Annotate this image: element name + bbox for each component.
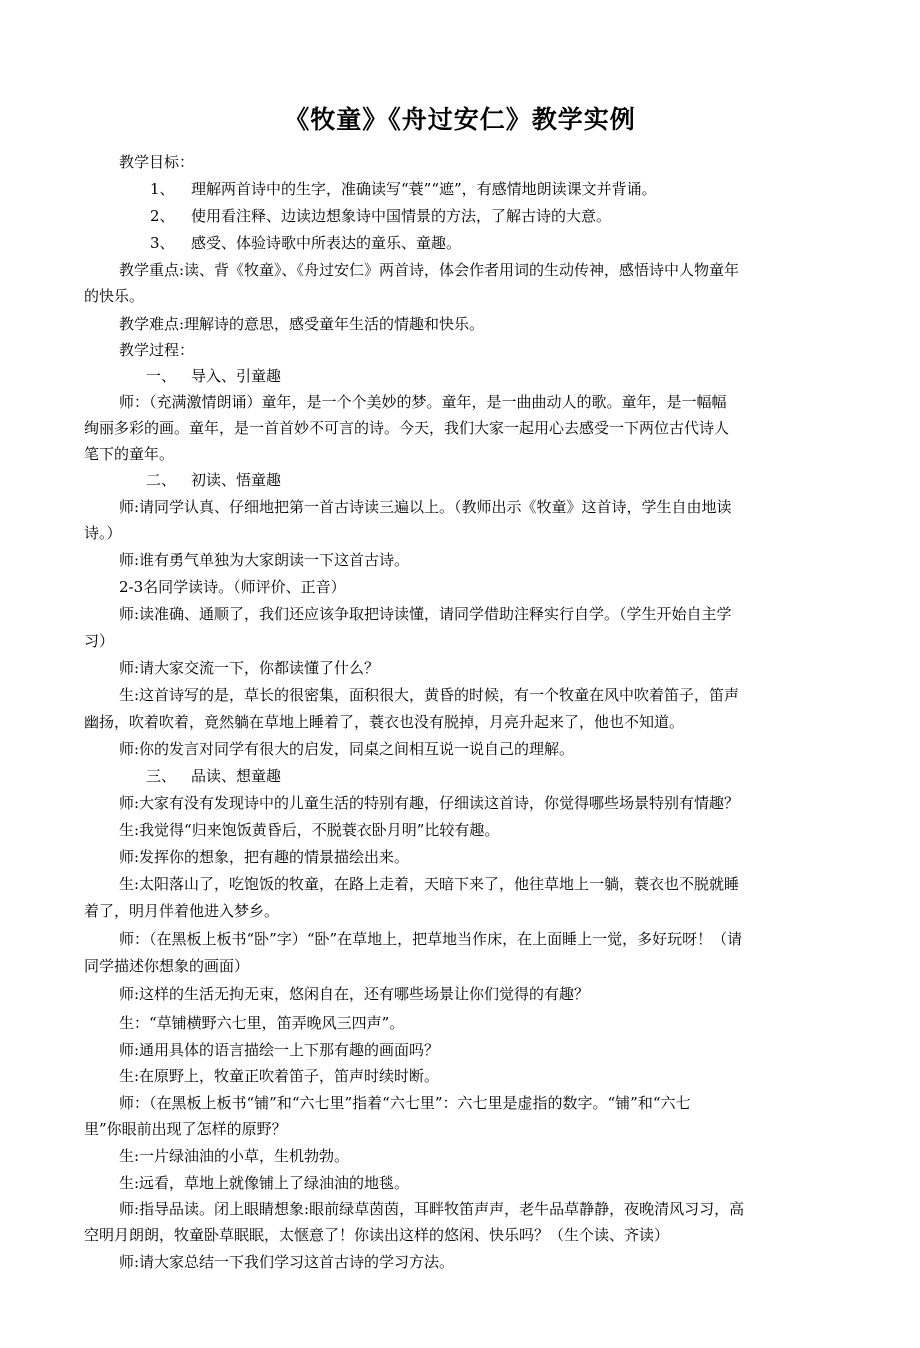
goal-number-3: 3、 — [150, 234, 175, 252]
paragraph-line: 里”你眼前出现了怎样的原野？ — [84, 1120, 287, 1138]
paragraph-line: 同学描述你想象的画面） — [84, 957, 250, 975]
paragraph-line: 师:指导品读。闭上眼睛想象:眼前绿草茵茵，耳畔牧笛声声，老牛品草静静，夜晚清风习习，高 — [119, 1200, 745, 1218]
document-title: 《牧童》《舟过安仁》教学实例 — [284, 105, 636, 134]
goal-text-1: 理解两首诗中的生字，准确读写“蓑”“遮”，有感情地朗读课文并背诵。 — [191, 180, 657, 198]
paragraph-line: 师:通用具体的语言描绘一上下那有趣的画面吗？ — [119, 1041, 440, 1059]
paragraph-line: 着了，明月伴着他进入梦乡。 — [84, 902, 280, 920]
paragraph-line: 师:谁有勇气单独为大家朗读一下这首古诗。 — [119, 551, 410, 569]
paragraph-line: 生:在原野上，牧童正吹着笛子，笛声时续时断。 — [119, 1067, 440, 1085]
goal-number-2: 2、 — [150, 207, 175, 225]
paragraph-line: 生:远看，草地上就像铺上了绿油油的地毯。 — [119, 1174, 410, 1192]
section-1-title: 导入、引童趣 — [191, 367, 282, 385]
paragraph-line: 师:请大家交流一下，你都读懂了什么？ — [119, 659, 380, 677]
paragraph-line: 诗。） — [84, 524, 122, 542]
goal-number-1: 1、 — [150, 180, 175, 198]
paragraph-line: 生:我觉得“归来饱饭黄昏后，不脱蓑衣卧月明”比较有趣。 — [119, 821, 500, 839]
paragraph-line: 生：“草铺横野六七里，笛弄晚风三四声”。 — [119, 1014, 405, 1032]
section-2-title: 初读、悟童趣 — [191, 471, 282, 489]
section-2-number: 二、 — [146, 471, 177, 489]
paragraph-line: 师：（在黑板上板书“铺”和“六七里”指着“六七里”：六七里是虚指的数字。“铺”和“六七 — [119, 1094, 691, 1112]
paragraph-line: 师:这样的生活无拘无束，悠闲自在，还有哪些场景让你们觉得的有趣？ — [119, 985, 590, 1003]
paragraph-line: 生:这首诗写的是，草长的很密集，面积很大，黄昏的时候，有一个牧童在风中吹着笛子，笛声 — [119, 686, 740, 704]
goals-heading: 教学目标： — [119, 153, 195, 171]
paragraph-line: 2-3名同学读诗。（师评价、正音） — [119, 578, 346, 596]
paragraph-line: 空明月朗朗，牧童卧草眠眠，太惬意了！你读出这样的悠闲、快乐吗？（生个读、齐读） — [84, 1226, 670, 1244]
goal-text-3: 感受、体验诗歌中所表达的童乐、童趣。 — [191, 234, 462, 252]
paragraph-line: 师:请同学认真、仔细地把第一首古诗读三遍以上。（教师出示《牧童》这首诗，学生自由地读 — [119, 498, 732, 516]
key-point-line-2: 的快乐。 — [84, 287, 145, 305]
paragraph-line: 师：（在黑板上板书“卧”字）“卧”在草地上，把草地当作床，在上面睡上一觉，多好玩呀！（请 — [119, 930, 743, 948]
paragraph-line: 师：（充满激情朗诵）童年，是一个个美妙的梦。童年，是一曲曲动人的歌。童年，是一幅幅 — [119, 393, 727, 411]
paragraph-line: 习） — [84, 632, 115, 650]
paragraph-line: 师:大家有没有发现诗中的儿童生活的特别有趣，仔细读这首诗，你觉得哪些场景特别有情趣？ — [119, 794, 740, 812]
paragraph-line: 生:太阳落山了，吃饱饭的牧童，在路上走着，天暗下来了，他往草地上一躺，蓑衣也不脱就睡 — [119, 875, 740, 893]
paragraph-line: 师:你的发言对同学有很大的启发，同桌之间相互说一说自己的理解。 — [119, 740, 575, 758]
paragraph-line: 师:读准确、通顺了，我们还应该争取把诗读懂，请同学借助注释实行自学。（学生开始自主学 — [119, 605, 732, 623]
paragraph-line: 师:发挥你的想象，把有趣的情景描绘出来。 — [119, 848, 410, 866]
section-3-number: 三、 — [146, 767, 177, 785]
paragraph-line: 幽扬，吹着吹着，竟然躺在草地上睡着了，蓑衣也没有脱掉，月亮升起来了，他也不知道。 — [84, 713, 685, 731]
difficulty-line: 教学难点:理解诗的意思，感受童年生活的情趣和快乐。 — [119, 315, 485, 333]
paragraph-line: 师:请大家总结一下我们学习这首古诗的学习方法。 — [119, 1253, 455, 1271]
key-point-line-1: 教学重点:读、背《牧童》、《舟过安仁》两首诗，体会作者用词的生动传神，感悟诗中人物童年 — [119, 261, 740, 279]
paragraph-line: 绚丽多彩的画。童年，是一首首妙不可言的诗。今天，我们大家一起用心去感受一下两位古代诗人 — [84, 419, 730, 437]
paragraph-line: 笔下的童年。 — [84, 445, 175, 463]
section-3-title: 品读、想童趣 — [191, 767, 282, 785]
process-heading: 教学过程： — [119, 341, 195, 359]
section-1-number: 一、 — [146, 367, 177, 385]
goal-text-2: 使用看注释、边读边想象诗中国情景的方法，了解古诗的大意。 — [191, 207, 612, 225]
paragraph-line: 生:一片绿油油的小草，生机勃勃。 — [119, 1147, 350, 1165]
